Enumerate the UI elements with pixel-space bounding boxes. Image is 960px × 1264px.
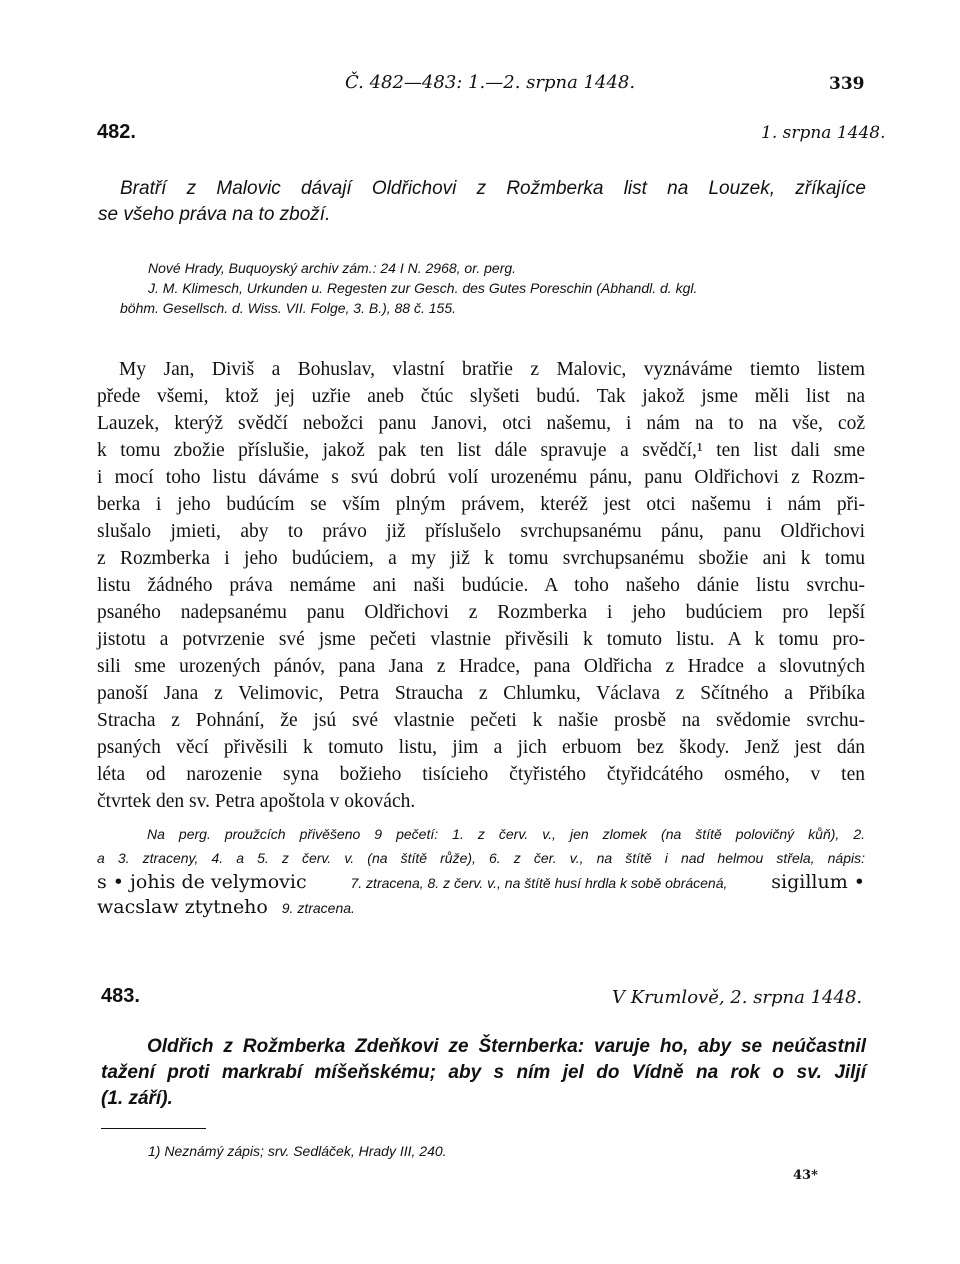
source-line: J. M. Klimesch, Urkunden u. Regesten zur Gesch. des Gutes Poreschin (Abhandl. d. kgl. bbox=[148, 280, 698, 296]
text-line: k tomu zbožie příslušie, jakož pak ten list dále spravuje a svědčí,¹ ten list dali sme bbox=[97, 440, 865, 461]
seal-inscription: sigillum • bbox=[771, 871, 865, 893]
text-line: čtvrtek den sv. Petra apoštola v okovách. bbox=[97, 791, 416, 812]
summary-line: (1. září). bbox=[101, 1088, 173, 1109]
text-line: Stracha z Pohnání, že jsú své vlastnie pečeti k našie prosbě na svědomie svrchu- bbox=[97, 710, 865, 731]
seal-note bbox=[97, 822, 865, 920]
running-title: Č. 482—483: 1.—2. srpna 1448. bbox=[345, 72, 636, 93]
page-number: 339 bbox=[829, 74, 865, 94]
document-number: 482. bbox=[97, 121, 136, 143]
text-line: psaného nadepsanému panu Oldřichovi z Rozmberka i jeho budúciem pro lepší bbox=[97, 602, 865, 623]
text-line: berka i jeho budúcím se vším plným právem, kteréž jest otci našemu i nám při- bbox=[97, 494, 865, 515]
text-line: i mocí toho listu dáváme s svú dobrú volí urozenému pánu, panu Oldřichovi z Rozm- bbox=[97, 467, 865, 488]
text-line: My Jan, Diviš a Bohuslav, vlastní bratřie z Malovic, vyznáváme tiemto listem bbox=[119, 359, 865, 380]
seal-note-line bbox=[97, 895, 865, 920]
summary-line: Oldřich z Rožmberka Zdeňkovi ze Šternberka: varuje ho, aby se neúčastnil bbox=[147, 1036, 866, 1057]
footnote-rule bbox=[101, 1128, 206, 1129]
document-text bbox=[97, 356, 865, 815]
text-line: listu žádného práva nemáme ani naši budúcie. A toho našeho dánie listu svrchu- bbox=[97, 575, 865, 596]
seal-note-text: 9. ztracena. bbox=[281, 900, 355, 916]
seal-note-line bbox=[97, 870, 865, 895]
footnote: 1) Neznámý zápis; srv. Sedláček, Hrady III, 240. bbox=[148, 1143, 447, 1159]
summary-line: Bratří z Malovic dávají Oldřichovi z Rožmberka list na Louzek, zříkajíce bbox=[120, 178, 866, 199]
text-line: sili sme urozených pánóv, pana Jana z Hradce, pana Oldřicha z Hradce a slovutných bbox=[97, 656, 865, 677]
source-line: böhm. Gesellsch. d. Wiss. VII. Folge, 3. B.), 88 č. 155. bbox=[120, 300, 457, 316]
document-date: V Krumlově, 2. srpna 1448. bbox=[612, 987, 863, 1008]
text-line: z Rozmberka i jeho budúciem, a my již k tomu svrchupsanému sbožie ani k tomu bbox=[97, 548, 865, 569]
document-summary bbox=[98, 176, 866, 228]
text-line: jistotu a potvrzenie své jsme pečeti vlastnie přivěsili k tomuto listu. A k tomu pro- bbox=[97, 629, 865, 650]
text-line: Lauzek, kterýž svědčí nebožci panu Janovi, otci našemu, i nám na to na vše, což bbox=[97, 413, 865, 434]
text-line: přede všemi, ktož jej uzřie aneb čtúc slyšeti budú. Tak jakož jsme měli list na bbox=[97, 386, 865, 407]
seal-note-line: Na perg. proužcích přivěšeno 9 pečetí: 1. z červ. v., jen zlomek (na štítě polovičný kůň), 2. bbox=[147, 826, 865, 842]
seal-inscription: s • johis de velymovic bbox=[97, 871, 307, 893]
summary-line: se všeho práva na to zboží. bbox=[98, 204, 331, 225]
summary-line: tažení proti markrabí míšeňskému; aby s ním jel do Vídně na rok o sv. Jiljí bbox=[101, 1062, 866, 1083]
text-line: slušalo jmieti, aby to právo již příslušelo svrchupsanému pánu, panu Oldřichovi bbox=[97, 521, 865, 542]
document-date: 1. srpna 1448. bbox=[761, 123, 886, 143]
document-summary bbox=[101, 1034, 866, 1112]
text-line: psaných věcí přivěsili k tomuto listu, jim a jich erbuom bez škody. Jenž jest dán bbox=[97, 737, 865, 758]
source-line: Nové Hrady, Buquoyský archiv zám.: 24 I N. 2968, or. perg. bbox=[148, 260, 517, 276]
signature-mark: 43* bbox=[793, 1168, 818, 1183]
document-number: 483. bbox=[101, 985, 140, 1007]
seal-inscription: wacslaw ztytneho bbox=[97, 896, 268, 918]
seal-note-line: a 3. ztraceny, 4. a 5. z červ. v. (na štítě růže), 6. z čer. v., na štítě i nad helmou střela, nápis: bbox=[97, 850, 865, 866]
seal-note-text: 7. ztracena, 8. z červ. v., na štítě husí hrdla k sobě obrácená, bbox=[350, 875, 728, 891]
source-citation bbox=[120, 258, 866, 318]
text-line: panoší Jana z Velimovic, Petra Straucha z Chlumku, Václava z Sčítného a Přibíka bbox=[97, 683, 865, 704]
text-line: léta od narozenie syna božieho tisícieho čtyřistého čtyřidcátého osmého, v ten bbox=[97, 764, 865, 785]
